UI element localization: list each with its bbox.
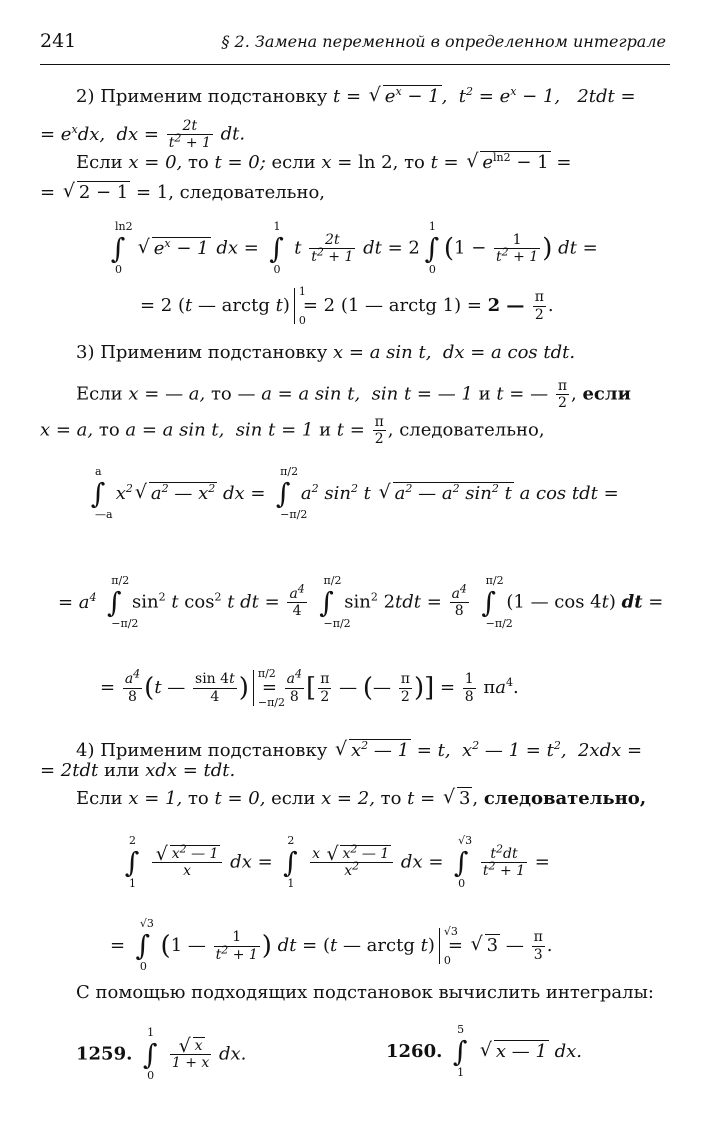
p4-line1: 4) Применим подстановку √ $x^2$ — 1 = t, $x^2$ — $1 = t^2$, 2xdx =	[76, 742, 642, 760]
p3-label: 3) Применим подстановку	[76, 342, 328, 363]
p3-equation2: = $a^4$ ∫ π/2 −π/2 $\sin^2 t$ $\cos^2 t$ dt = $\frac{a^4}{4}$ ∫ π/2 −π/2 $\sin^2 2tdt$ = $\frac{a^4}{8}$ ∫ π/2 −π/2 (1 — cos 4t) dt =	[58, 573, 664, 630]
p4-equation1: ∫ 2 1 √ $\frac{x^2 — 1}{x}$ dx = ∫ 2 1 $\frac{x √ x^2 — 1}{x^2}$ dx = ∫ √3 0 $\frac{t^2dt}{t^2 + 1}$ =	[120, 846, 550, 879]
page-header	[40, 28, 670, 65]
p4-equation2: = ∫ √3 0 (1 — $\frac{1}{t^2 + 1}$ ) dt = (t — arctg t) √3 0 = √ 3 — $\frac{\pi}{3}$ .	[110, 928, 553, 964]
p3-line1: 3) Применим подстановку x = a sin t, dx = a cos tdt.	[76, 342, 576, 363]
p4-label: 4) Применим подстановку	[76, 740, 328, 761]
running-title: § 2. Замена переменной в определенном интеграле	[221, 32, 666, 51]
p2-label: 2) Применим подстановку	[76, 86, 328, 107]
p3-line3: x = a, то a = a sin t, sin t = 1 и t = $\frac{\pi}{2}$ , следовательно,	[40, 414, 545, 448]
p3-equation1: ∫ a —a $x^2√$ $a^2$ — $x^2$ dx = ∫ π/2 −π/2 $a^2$ $\sin^2 t$ √ $a^2$ — $a^2$ $\sin^2 t$ a cos tdt =	[86, 480, 619, 508]
p4-line2: = 2tdt или xdx = tdt.	[40, 760, 236, 781]
p2-line4: = √ 2 − 1 = 1, следовательно,	[40, 184, 325, 202]
p4-line3: Если x = 1, то t = 0, если x = 2, то t = √ 3 , следовательно,	[76, 790, 646, 808]
p2-equation2: = 2 (t — arctg t) 1 0 = 2 (1 — arctg 1) = 2 — $\frac{\pi}{2}$ .	[140, 285, 554, 327]
p2-line1: 2) Применим подстановку t = √ $e^x - 1$ , $t^2 = e^x - 1$, 2tdt =	[76, 88, 636, 106]
exercise-intro: С помощью подходящих подстановок вычислить интегралы:	[76, 982, 654, 1003]
exercise-1260: 1260. ∫ 5 1 √ x — 1 dx.	[386, 1038, 582, 1066]
exercise-number: 1260.	[386, 1041, 443, 1062]
exercise-1259: 1259. ∫ 1 0 √ $\frac{x}{1 + x}$ dx.	[76, 1038, 246, 1071]
exercise-number: 1259.	[76, 1043, 133, 1065]
p3-equation3: = $\frac{a^4}{8}$ (t — $\frac{\sin 4t}{4}$ ) π/2 −π/2 = $\frac{a^4}{8}$ [ $\frac{\pi}{2}$ — (— $\frac{\pi}{2}$ )] = $\frac{1}{8}$ $\pi a^4$.	[100, 667, 519, 709]
page-number: 241	[40, 30, 77, 52]
p2-line2: = $e^xdx$, dx = $\frac{2t}{t^2 + 1}$ dt.	[40, 118, 246, 152]
p2-equation1: ∫ ln2 0 √ $e^x - 1$ dx = ∫ 1 0 t $\frac{2t}{t^2 + 1}$ dt = 2 ∫ 1 0 (1 − $\frac{1}{t^2 + 1}$ ) dt =	[106, 232, 598, 265]
p2-line3: Если x = 0, то t = 0; если x = ln 2, то t = √ $e^{ln2} - 1$ =	[76, 154, 571, 172]
p3-line2: Если x = — a, то — a = a sin t, sin t = — 1 и t = — $\frac{\pi}{2}$ , если	[76, 378, 631, 412]
